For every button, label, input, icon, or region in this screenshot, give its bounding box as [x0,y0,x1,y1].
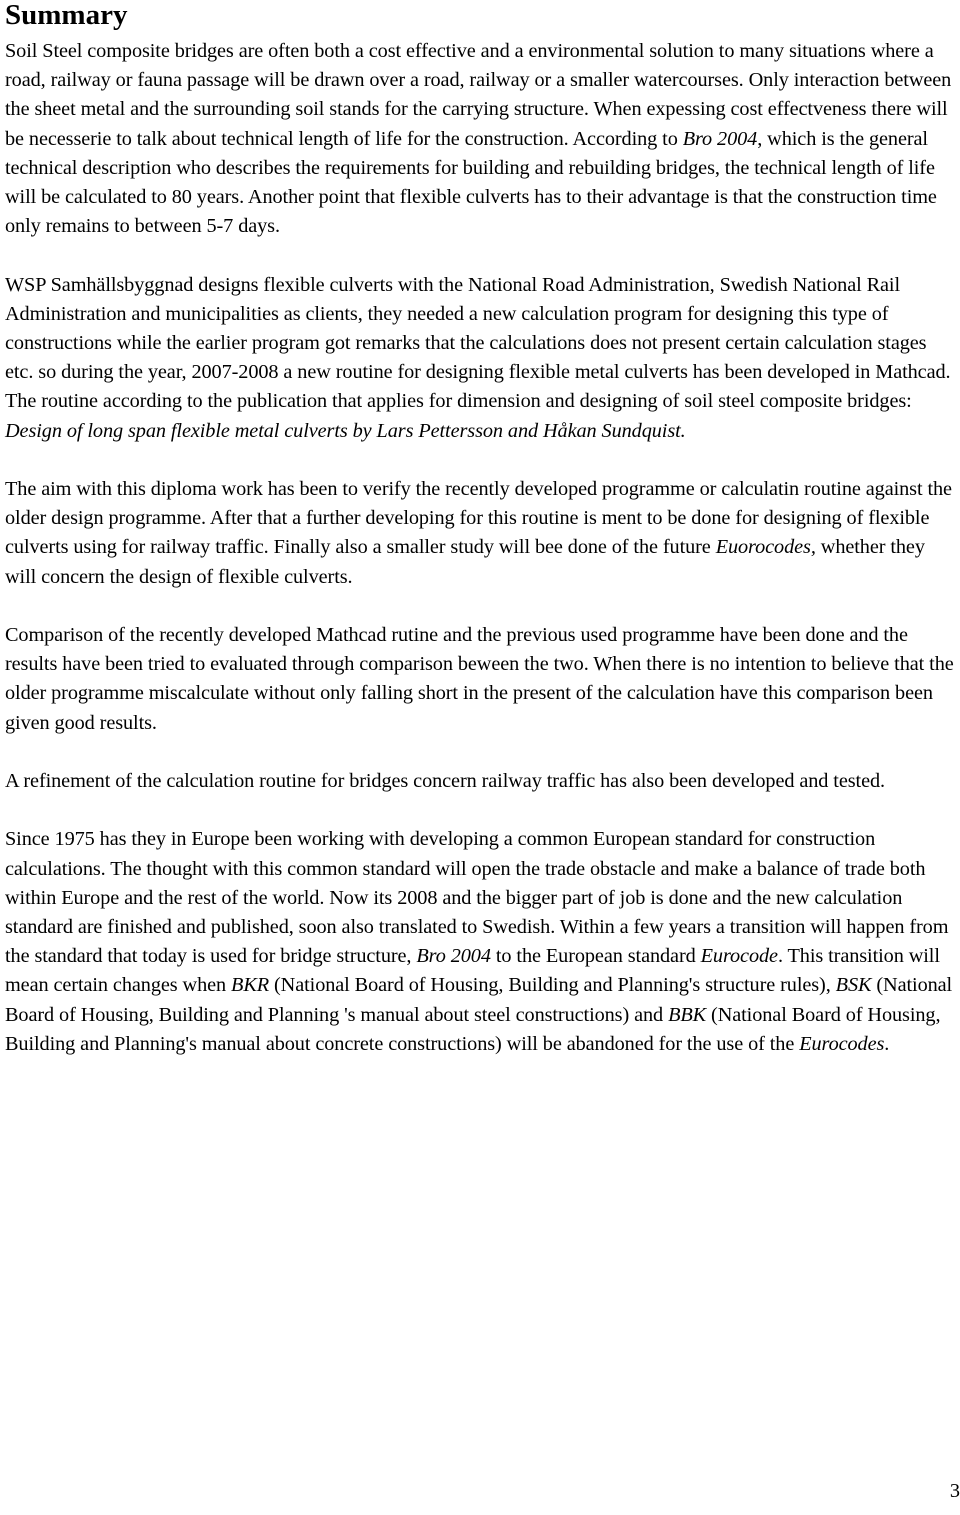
paragraph-3-text-a: The aim with this diploma work has been to verify the recently developed programme or calculatin routine against the older design programme. After that a further developing for this routine is ment to be done for designing of flexible culverts using for railway traffic. Finally also a smaller study will bee done of the future [5,478,952,559]
paragraph-5: A refinement of the calculation routine for bridges concern railway traffic has also been developed and tested. [5,770,885,793]
paragraph-1-text-a: Soil Steel composite bridges are often both a cost effective and a environmental solution to many situations where a road, railway or fauna passage will be drawn over a road, railway or a smaller watercourses. Only interaction between the sheet metal and the surrounding soil stands for the carrying structure. When expessing cost effectveness there will be necesserie to talk about technical length of life for the construction. According to [5,40,952,150]
paragraph-6-text-b: to the European standard [490,945,701,968]
paragraph-1-text-b: , which is the general technical description who describes the requirements for building and rebuilding bridges, the technical length of life will be calculated to 80 years. Another point that flexible culverts has to their advantage is that the construction time only remains to between 5-7 days. [5,127,937,238]
paragraph-6-text-e: (National Board of Housing, Building and Planning 's manual about steel constructions) and [5,974,953,1026]
paragraph-6-italic-bkr: BKR [231,974,270,997]
paragraph-6-italic-eurocodes: Eurocodes [799,1032,885,1055]
paragraph-2-text: WSP Samhällsbyggnad designs flexible culverts with the National Road Administration, Swedish National Rail Administration and municipalities as clients, they needed a new calculation program for designing this type of constructions while the earlier program got remarks that the calculations does not present certain calculation stages etc. so during the year, 2007-2008 a new routine for designing flexible metal culverts has been developed in Mathcad. The routine according to the publication that applies for dimension and designing of soil steel composite bridges: [5,273,951,413]
paragraph-6-italic-bsk: BSK [835,974,872,997]
paragraph-6-text-c: . This transition will mean certain changes when [5,945,940,997]
paragraph-6-italic-bbk: BBK [668,1003,707,1026]
paragraph-3-text-b: whether they will concern the design of flexible culverts. [5,536,925,588]
paragraph-6-text-g: . [884,1032,890,1055]
paragraph-1-italic-bro: Bro 2004 [682,127,758,150]
paragraph-6-italic-eurocode: Eurocode [700,945,778,968]
paragraph-2-italic-publication: Design of long span flexible metal culverts by Lars Pettersson and Håkan Sundquist. [5,419,686,442]
paragraph-6-text-d: (National Board of Housing, Building and Planning's structure rules), [269,974,836,997]
page-number: 3 [949,1480,960,1502]
paragraph-4: Comparison of the recently developed Mathcad rutine and the previous used programme have been done and the results have been tried to evaluated through comparison beween the two. When there is no intention to believe that the older programme miscalculate without only falling short in the present of the calculation have this comparison been given good results. [5,624,954,734]
paragraph-3 [5,475,957,592]
paragraph-6 [5,825,957,1059]
document-page [5,0,957,1059]
paragraph-2 [5,271,957,446]
paragraph-6-text-f: (National Board of Housing, Building and Planning's manual about concrete constructions) will be abandoned for the use of the [5,1003,941,1055]
paragraph-6-italic-bro: Bro 2004 [416,945,491,968]
paragraph-6-text-a: Since 1975 has they in Europe been working with developing a common European standard for construction calculations. The thought with this common standard will open the trade obstacle and make a balance of trade both within Europe and the rest of the world. Now its 2008 and the bigger part of job is done and the new calculation standard are finished and published, soon also translated to Swedish. Within a few years a transition will happen from the standard that today is used for bridge structure, [5,828,949,968]
paragraph-1 [5,37,957,241]
paragraph-3-italic-eurocodes: Euorocodes, [715,536,816,559]
section-heading: Summary [5,0,128,31]
